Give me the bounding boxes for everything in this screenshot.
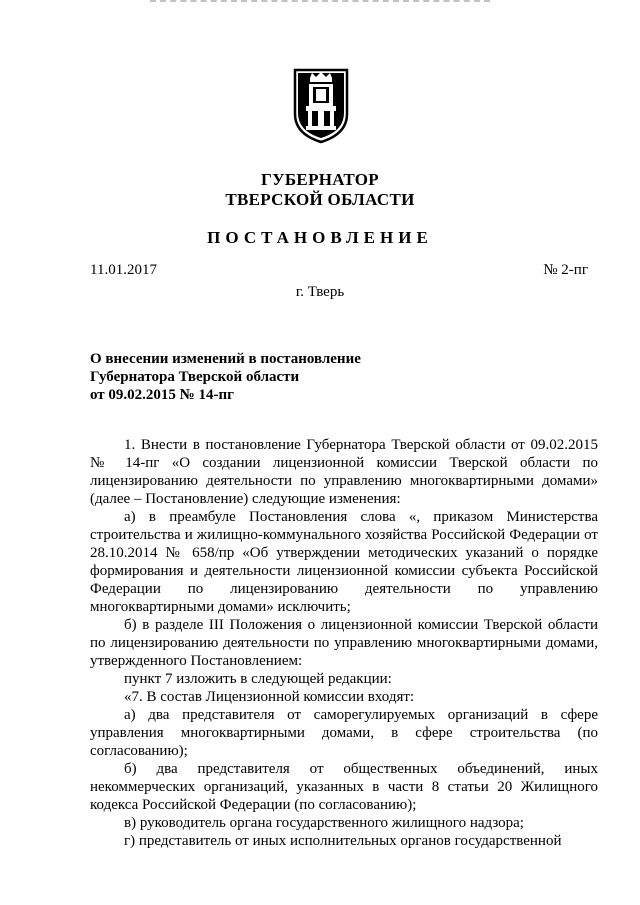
scan-artifact: [150, 0, 490, 5]
paragraph: г) представитель от иных исполнительных органов государственной: [124, 833, 562, 849]
paragraph: б) два представителя от общественных объединений, иных некоммерческих организаций, указанных в части 8 статьи 20 Жилищного кодекса Российской Федерации (по согласованию);: [90, 761, 598, 813]
subject-line: Губернатора Тверской области: [90, 369, 300, 385]
document-body: [90, 436, 598, 850]
coat-of-arms-icon: [292, 68, 350, 144]
document-date: 11.01.2017: [90, 262, 157, 278]
paragraph: а) в преамбуле Постановления слова «, приказом Министерства строительства и жилищно-коммунального хозяйства Российской Федерации от 28.10.2014 № 658/пр «Об утверждении методических указаний о порядке формирования и деятельности лицензионной комиссии субъекта Российской Федерации по лицензированию деятельности по управлению многоквартирными домами» исключить;: [90, 509, 598, 615]
paragraph: а) два представителя от саморегулируемых организаций в сфере управления многоквартирными домами, в сфере строительства (по согласованию);: [90, 707, 598, 759]
paragraph: пункт 7 изложить в следующей редакции:: [124, 671, 392, 687]
paragraph: 1. Внести в постановление Губернатора Тверской области от 09.02.2015 № 14-пг «О создании лицензионной комиссии Тверской области по лицензированию деятельности по управлению многоквартирными домами» (далее – Постановление) следующие изменения:: [90, 437, 598, 507]
paragraph: б) в разделе III Положения о лицензионной комиссии Тверской области по лицензированию деятельности по управлению многоквартирными домами, утвержденного Постановлением:: [90, 617, 598, 669]
paragraph: в) руководитель органа государственного жилищного надзора;: [124, 815, 524, 831]
subject-line: от 09.02.2015 № 14-пг: [90, 387, 234, 403]
paragraph: «7. В состав Лицензионной комиссии входят:: [124, 689, 415, 705]
authority-region: ТВЕРСКОЙ ОБЛАСТИ: [225, 190, 415, 209]
document-type: ПОСТАНОВЛЕНИЕ: [207, 228, 433, 247]
document-number: № 2-пг: [543, 262, 588, 278]
document-subject: [90, 350, 410, 404]
document-city: г. Тверь: [295, 284, 345, 300]
subject-line: О внесении изменений в постановление: [90, 351, 361, 367]
authority-title: ГУБЕРНАТОР: [261, 170, 379, 189]
